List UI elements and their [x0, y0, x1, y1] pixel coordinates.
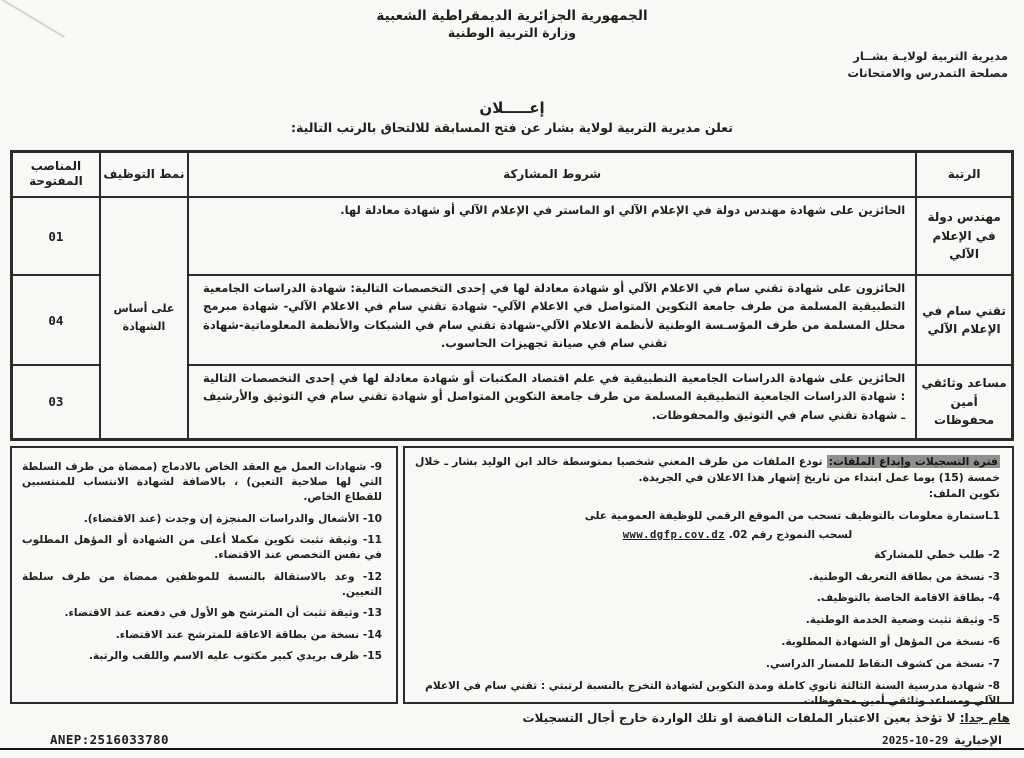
- header-conditions: شروط المشاركة: [188, 151, 916, 197]
- header-positions: المناصب المفتوحة: [12, 151, 100, 197]
- important-label: هام جدا:: [959, 710, 1010, 725]
- republic-title: الجمهورية الجزائرية الديمقراطية الشعبية: [376, 8, 648, 24]
- document-item: 8- شهادة مدرسية السنة الثالثة ثانوي كاملة ومدة التكوين لشهادة التخرج بالنسبة لرتبتي : تقني سام في الاعلام الآلي ومساعد وثائقي أمين محفوظات.: [425, 679, 1000, 707]
- document-item: 15- ظرف بريدي كبير مكتوب عليه الاسم واللقب والرتبة.: [88, 650, 382, 663]
- rank-cell: تقني سام في الإعلام الآلي: [916, 275, 1012, 365]
- announcement-subtitle: تعلن مديرية التربية لولاية بشار عن فتح المسابقة للالتحاق بالرتب التالية:: [291, 119, 733, 135]
- document-item: 14- نسخة من بطاقة الاعاقة للمترشح عند الاقتضاء.: [115, 628, 382, 641]
- registration-period: [415, 454, 1000, 486]
- conditions-cell: الحائزون على شهادة تقني سام في الاعلام الآلي أو شهادة معادلة لها في إحدى التخصصات التالية: شهادة الدراسات الجامعية التطبيقية المسلمة من طرف جامعة التكوين المتواصل في الاعلام الآلي- شهادة تقني سام في الاعلام الآلي- شهادة مبرمج محلل المسلمة من طرف المؤسـسة الوطنية لأنظمة الاعلام الآلي-شهادة تقني سام في الشبكات والأنظمة المعلوماتية-شهادة تقني سام في صيانة تجهيزات الحاسوب.: [188, 275, 916, 365]
- service-name: مصلحة التمدرس والامتحانات: [847, 66, 1008, 81]
- directorate-name: مديرية التربية لولايـة بشــار: [853, 49, 1008, 64]
- document-item: 7- نسخة من كشوف النقاط للمسار الدراسي.: [765, 657, 1000, 670]
- table-row: [12, 197, 1013, 275]
- document-item: [415, 529, 1000, 541]
- positions-cell: 03: [12, 365, 100, 439]
- conditions-cell: الحائزين على شهادة الدراسات الجامعية التطبيقية في علم اقتصاد المكتبات أو شهادة معادلة لها في إحدى التخصصات التالية : شهادة الدراسات الجامعية التطبيقية المسلمة من طرف جامعة التكوين المتواصل أو شهادة تقني سام في التوثيق والأرشيف ـ شهادة تقني سام في التوثيق والمحفوظات.: [188, 365, 916, 439]
- ministry-title: وزارة التربية الوطنية: [447, 25, 577, 41]
- document-item: 13- وثيقة تثبت أن المترشح هو الأول في دفعته عند الاقتضاء.: [64, 607, 382, 620]
- dgfp-url: www.dgfp.cov.dz: [622, 528, 726, 541]
- document-item: 6- نسخة من المؤهل أو الشهادة المطلوبة.: [781, 636, 1000, 649]
- document-item: 10- الأشغال والدراسات المنجزة إن وجدت (عند الاقتضاء).: [83, 512, 382, 525]
- positions-cell: 01: [12, 197, 100, 275]
- important-text: لا تؤخذ بعين الاعتبار الملفات الناقصة او تلك الواردة خارج أجال التسجيلات: [522, 710, 956, 725]
- document-item: 1ـاستمارة معلومات بالتوظيف تسحب من الموقع الرقمي للوظيفة العمومية على: [584, 509, 1000, 522]
- file-composition-label: تكوين الملف:: [928, 486, 1000, 500]
- rank-cell: مهندس دولة في الإعلام الآلي: [916, 197, 1012, 275]
- document-item: 2- طلب خطي للمشاركة: [874, 548, 1000, 561]
- form-number-text: لسحب النموذج رقم 02.: [728, 528, 853, 541]
- conditions-cell: الحائزين على شهادة مهندس دولة في الإعلام الآلي او الماستر في الإعلام الآلي أو شهادة معادلة لها.: [188, 197, 916, 275]
- header-rank: الرتبة: [916, 151, 1012, 197]
- mode-cell: على أساس الشهادة: [100, 197, 188, 439]
- document-item: 3- نسخة من بطاقة التعريف الوطنية.: [808, 570, 1000, 583]
- directorate-block: [0, 42, 1024, 83]
- registration-box: [403, 446, 1014, 707]
- publication-block: [872, 733, 1006, 750]
- documents-box: [10, 446, 398, 704]
- announcement-title: إعـــــلان: [479, 98, 545, 117]
- positions-cell: 04: [12, 275, 100, 365]
- table-header-row: [12, 151, 1013, 197]
- footer: [0, 732, 1024, 750]
- footer-rule: [1006, 746, 1024, 750]
- anep-number: ANEP:2516033780: [44, 732, 175, 750]
- rank-cell: مساعد وثائقي أمين محفوظات: [916, 365, 1012, 439]
- footer-rule: [0, 746, 44, 750]
- document-item: 12- وعد بالاستقالة بالنسبة للموظفين ممضاة من طرف سلطة التعيين.: [22, 570, 382, 599]
- document-item: 11- وثيقة تثبت تكوين مكملا أعلى من الشهادة أو المؤهل المطلوب في نفس التخصص عند الاقتضاء.: [22, 534, 382, 562]
- ministry-header: [0, 0, 1024, 42]
- ranks-table: [10, 150, 1014, 441]
- document-item: 5- وثيقة تثبت وضعية الخدمة الوطنية.: [805, 614, 1000, 627]
- publication-date: 2025-10-29: [882, 734, 949, 747]
- document-item: 9- شهادات العمل مع العقد الخاص بالادماج (ممضاة من طرف السلطة التي لها صلاحية التعين) ، بالاضافة لشهادة الانتساب للمنتسبين للقطاع الخاص.: [22, 460, 382, 504]
- registration-period-label: فترة التسجيلات وإيداع الملفات:: [828, 454, 998, 468]
- publication-name: الإخبارية: [954, 733, 1002, 747]
- registration-period-text: تودع الملفات من طرف المعني شخصيا بمتوسطة خالد ابن الوليد بشار ـ خلال خمسة (15) يوما عمل ابتداء من تاريخ إشهار هذا الاعلان في الجريدة.: [415, 454, 1000, 484]
- file-section: [10, 446, 1014, 707]
- footer-rule: [175, 746, 872, 750]
- header-mode: نمط التوظيف: [100, 151, 188, 197]
- document-item: 4- بطاقة الاقامة الخاصة بالتوظيف.: [816, 592, 1000, 605]
